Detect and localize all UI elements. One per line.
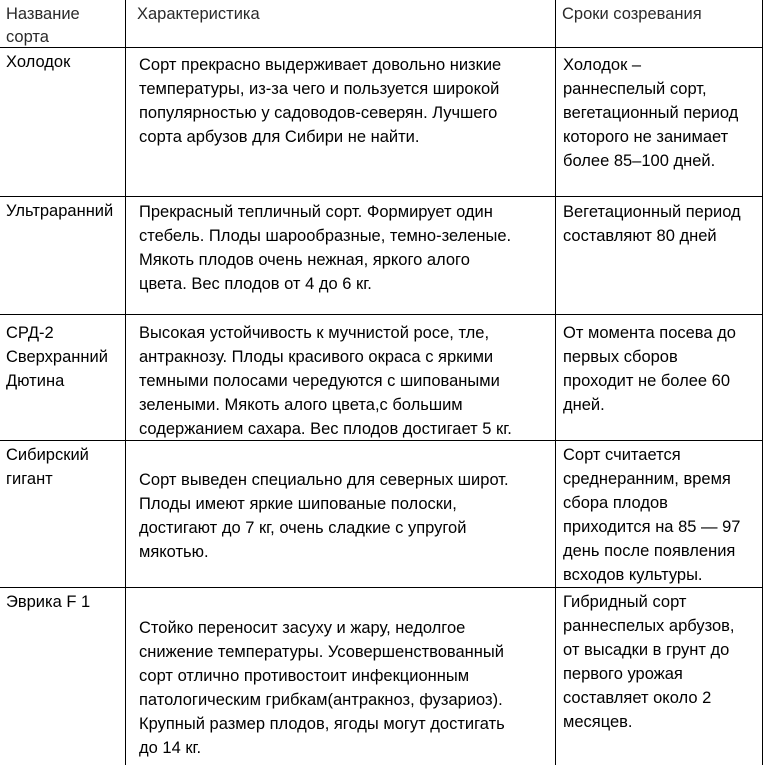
row-1-ripening: Холодок – раннеспелый сорт, вегетационный период которого не занимает более 85–100 дней. bbox=[563, 56, 739, 170]
row-5-name: Эврика F 1 bbox=[6, 593, 91, 611]
row-3-ripening: От момента посева до первых сборов проходит не более 60 дней. bbox=[563, 324, 736, 414]
row-2-name: Ультраранний bbox=[6, 202, 114, 220]
row-5-description: Стойко переносит засуху и жару, недолгое снижение температуры. Усовершенствованный сорт отлично противостоит инфекционным патологическим грибкам(антракноз, фузариоз). Крупный размер плодов, ягоды могут достигать до 14 кг. bbox=[139, 619, 505, 757]
column-divider-2 bbox=[555, 0, 556, 765]
row-4-description: Сорт выведен специально для северных широт. Плоды имеют яркие шипованые полоски, достигают до 7 кг, очень сладкие с упругой мякотью. bbox=[139, 471, 509, 561]
header-name: Название сорта bbox=[6, 5, 80, 46]
column-divider-1 bbox=[125, 0, 126, 765]
right-border bbox=[762, 0, 763, 765]
row-3-name: СРД-2 Сверхранний Дютина bbox=[6, 324, 108, 390]
header-description: Характеристика bbox=[137, 5, 260, 23]
row-3-description: Высокая устойчивость к мучнистой росе, тле, антракнозу. Плоды красивого окраса с яркими темными полосами чередуются с шиповаными зелеными. Мякоть алого цвета,с большим содержанием сахара. Вес плодов достигает 5 кг. bbox=[139, 324, 512, 438]
row-1-description: Сорт прекрасно выдерживает довольно низкие температуры, из-за чего и пользуется широкой популярностью у садоводов-северян. Лучшего сорта арбузов для Сибири не найти. bbox=[139, 56, 502, 146]
row-divider-1 bbox=[0, 196, 763, 197]
row-1-name: Холодок bbox=[6, 53, 71, 71]
row-5-ripening: Гибридный сорт раннеспелых арбузов, от высадки в грунт до первого урожая составляет около 2 месяцев. bbox=[563, 593, 735, 731]
header-ripening: Сроки созревания bbox=[562, 5, 702, 23]
row-divider-4 bbox=[0, 587, 763, 588]
row-2-ripening: Вегетационный период составляют 80 дней bbox=[563, 203, 741, 245]
row-4-ripening: Сорт считается среднеранним, время сбора плодов приходится на 85 — 97 день после появления всходов культуры. bbox=[563, 446, 741, 584]
row-2-description: Прекрасный тепличный сорт. Формирует один стебель. Плоды шарообразные, темно-зеленые. Мякоть плодов очень нежная, яркого алого цвета. Вес плодов от 4 до 6 кг. bbox=[139, 203, 512, 293]
row-divider-2 bbox=[0, 314, 763, 315]
row-4-name: Сибирский гигант bbox=[6, 446, 89, 488]
